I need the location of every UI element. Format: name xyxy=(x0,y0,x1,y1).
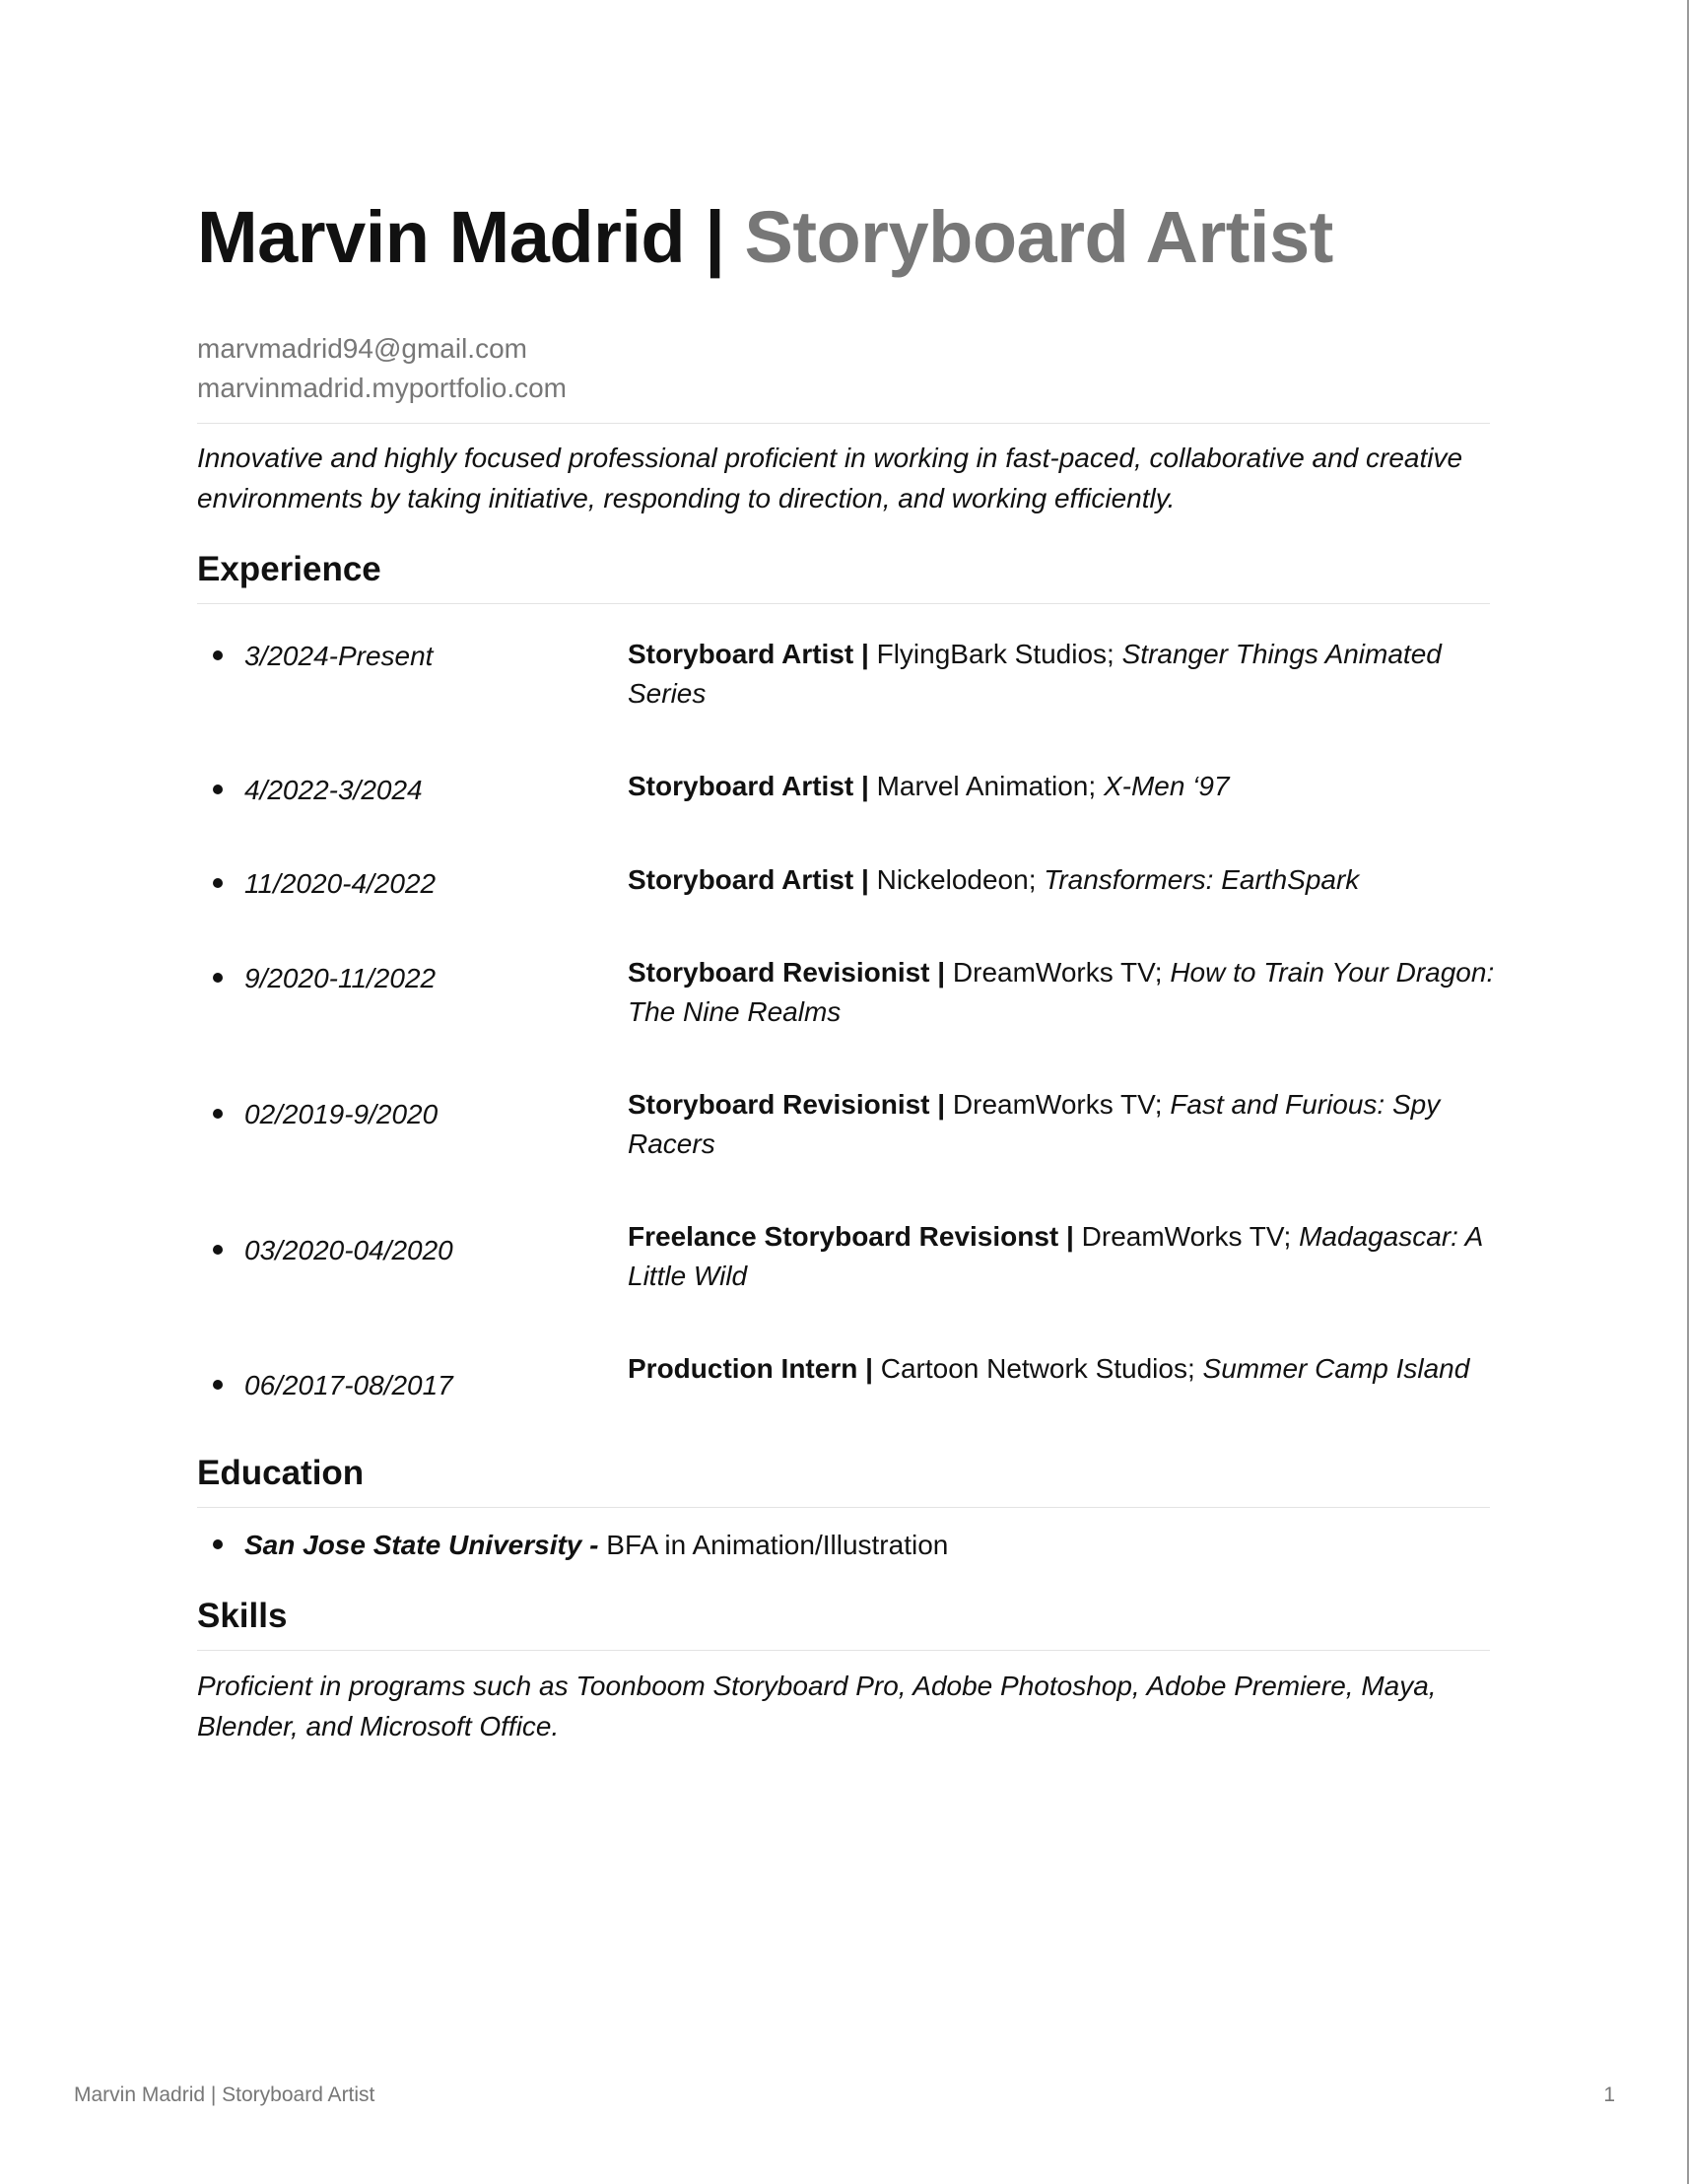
experience-description: Production Intern | Cartoon Network Studios; Summer Camp Island xyxy=(628,1353,1470,1384)
title-separator: | xyxy=(705,196,725,278)
divider xyxy=(197,423,1490,424)
bullet-icon xyxy=(213,650,223,660)
skills-text: Proficient in programs such as Toonboom Storyboard Pro, Adobe Photoshop, Adobe Premiere, Maya, Blender, and Microsoft Office. xyxy=(197,1671,1437,1741)
experience-dates: 06/2017-08/2017 xyxy=(197,1366,611,1405)
divider xyxy=(197,603,1490,604)
footer-title: Marvin Madrid | Storyboard Artist xyxy=(74,2083,375,2106)
skills-heading: Skills xyxy=(197,1597,288,1635)
school-name: San Jose State University - xyxy=(244,1530,599,1560)
experience-description: Storyboard Artist | Nickelodeon; Transformers: EarthSpark xyxy=(628,864,1360,895)
summary-text: Innovative and highly focused professional proficient in working in fast-paced, collaborative and creative environments by taking initiative, responding to direction, and working efficiently. xyxy=(197,443,1463,513)
experience-description: Freelance Storyboard Revisionst | DreamWorks TV; Madagascar: A Little Wild xyxy=(628,1221,1483,1291)
portfolio-link[interactable]: marvinmadrid.myportfolio.com xyxy=(197,373,567,403)
bullet-icon xyxy=(213,1380,223,1390)
experience-dates: 4/2022-3/2024 xyxy=(197,771,611,810)
education-item xyxy=(197,1526,948,1565)
bullet-icon xyxy=(213,973,223,983)
contact-block xyxy=(197,329,567,408)
experience-dates: 3/2024-Present xyxy=(197,637,611,676)
page-number: 1 xyxy=(1603,2083,1615,2106)
experience-dates: 02/2019-9/2020 xyxy=(197,1095,611,1134)
experience-dates: 9/2020-11/2022 xyxy=(197,959,611,998)
email-link[interactable]: marvmadrid94@gmail.com xyxy=(197,333,527,364)
bullet-icon xyxy=(213,785,223,794)
experience-description: Storyboard Artist | Marvel Animation; X-Men ‘97 xyxy=(628,771,1230,801)
degree-text: BFA in Animation/Illustration xyxy=(606,1530,949,1560)
title-name: Marvin Madrid xyxy=(197,196,686,278)
bullet-icon xyxy=(213,878,223,888)
experience-description: Storyboard Artist | FlyingBark Studios; Stranger Things Animated Series xyxy=(628,639,1442,709)
bullet-icon xyxy=(213,1539,223,1549)
bullet-icon xyxy=(213,1245,223,1255)
divider xyxy=(197,1507,1490,1508)
experience-dates: 03/2020-04/2020 xyxy=(197,1231,611,1270)
title-role: Storyboard Artist xyxy=(744,196,1333,278)
experience-description: Storyboard Revisionist | DreamWorks TV; How to Train Your Dragon: The Nine Realms xyxy=(628,957,1495,1027)
divider xyxy=(197,1650,1490,1651)
experience-description: Storyboard Revisionist | DreamWorks TV; Fast and Furious: Spy Racers xyxy=(628,1089,1441,1159)
education-heading: Education xyxy=(197,1454,365,1492)
bullet-icon xyxy=(213,1109,223,1119)
experience-heading: Experience xyxy=(197,550,381,588)
page-title xyxy=(197,193,1333,282)
experience-dates: 11/2020-4/2022 xyxy=(197,864,611,904)
